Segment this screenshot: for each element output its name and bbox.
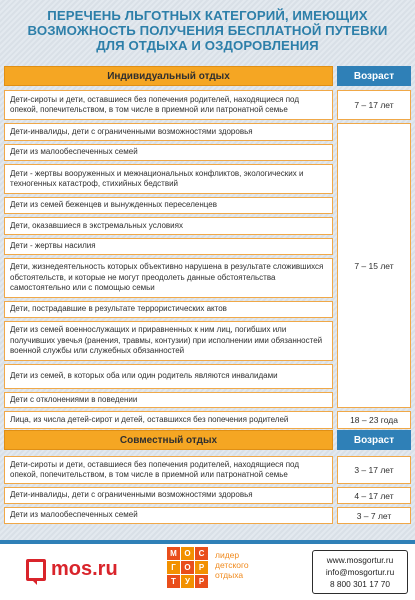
title-line-3: ДЛЯ ОТДЫХА И ОЗДОРОВЛЕНИЯ	[96, 38, 319, 53]
joint-header: Совместный отдых	[4, 430, 333, 450]
title-line-1: ПЕРЕЧЕНЬ ЛЬГОТНЫХ КАТЕГОРИЙ, ИМЕЮЩИХ	[47, 8, 368, 23]
individual-age-header: Возраст	[337, 66, 411, 86]
table-row: Дети, жизнедеятельность которых объективно нарушена в результате сложившихся обстоятельств, и которые не могут преодолеть данные обстоятельства самостоятельно или с помощью семьи	[4, 258, 333, 298]
table-row: Дети из малообеспеченных семей	[4, 144, 333, 161]
table-row: Дети-сироты и дети, оставшиеся без попечения родителей, находящиеся под опекой, попечительством, в том числе в приемной или патронатной семье	[4, 456, 333, 484]
age-cell: 18 – 23 года	[337, 411, 411, 429]
logo-letter: О	[181, 547, 194, 560]
table-row: Дети с отклонениями в поведении	[4, 392, 333, 408]
website-link[interactable]: www.mosgortur.ru	[326, 555, 394, 565]
page-title	[0, 8, 415, 53]
table-row: Дети, оказавшиеся в экстремальных условиях	[4, 217, 333, 235]
age-cell: 3 – 17 лет	[337, 456, 411, 484]
email-link[interactable]: info@mosgortur.ru	[325, 567, 395, 577]
mosgortur-logo	[167, 547, 208, 588]
table-row: Дети из малообеспеченных семей	[4, 507, 333, 524]
speech-bubble-icon	[26, 559, 46, 581]
phone-number[interactable]: 8 800 301 17 70	[330, 579, 390, 589]
logo-letter: Р	[195, 575, 208, 588]
table-row: Дети-инвалиды, дети с ограниченными возможностями здоровья	[4, 123, 333, 141]
table-row: Лица, из числа детей-сирот и детей, оставшихся без попечения родителей	[4, 411, 333, 429]
title-line-2: ВОЗМОЖНОСТЬ ПОЛУЧЕНИЯ БЕСПЛАТНОЙ ПУТЕВКИ	[27, 23, 388, 38]
individual-header: Индивидуальный отдых	[4, 66, 333, 86]
contacts-box	[312, 550, 408, 594]
logo-letter: С	[195, 547, 208, 560]
logo-letter: М	[167, 547, 180, 560]
logo-letter: Т	[167, 575, 180, 588]
table-row: Дети-инвалиды, дети с ограниченными возможностями здоровья	[4, 487, 333, 504]
mos-ru-text: mos.ru	[51, 558, 118, 580]
age-cell: 7 – 15 лет	[337, 123, 411, 408]
mos-ru-logo[interactable]	[26, 558, 118, 581]
table-row: Дети - жертвы вооруженных и межнациональных конфликтов, экологических и техногенных катастроф, стихийных бедствий	[4, 164, 333, 194]
joint-age-header: Возраст	[337, 430, 411, 450]
table-row: Дети из семей военнослужащих и приравненных к ним лиц, погибших или получивших увечья (ранения, травмы, контузии) при исполнении ими обязанностей военной службы или служебных обязанностей	[4, 321, 333, 361]
footer	[0, 540, 415, 600]
mosgortur-caption: лидер детского отдыха	[215, 550, 249, 580]
age-cell: 7 – 17 лет	[337, 90, 411, 120]
age-cell: 3 – 7 лет	[337, 507, 411, 524]
table-row: Дети из семей, в которых оба или один родитель являются инвалидами	[4, 364, 333, 389]
logo-letter: Р	[195, 561, 208, 574]
table-row: Дети-сироты и дети, оставшиеся без попечения родителей, находящиеся под опекой, попечительством, в том числе в приемной или патронатной семье	[4, 90, 333, 120]
table-row: Дети - жертвы насилия	[4, 238, 333, 255]
table-row: Дети из семей беженцев и вынужденных переселенцев	[4, 197, 333, 214]
logo-letter: У	[181, 575, 194, 588]
footer-divider	[0, 540, 415, 544]
age-cell: 4 – 17 лет	[337, 487, 411, 504]
table-row: Дети, пострадавшие в результате террористических актов	[4, 301, 333, 318]
logo-letter: Г	[167, 561, 180, 574]
logo-letter: О	[181, 561, 194, 574]
